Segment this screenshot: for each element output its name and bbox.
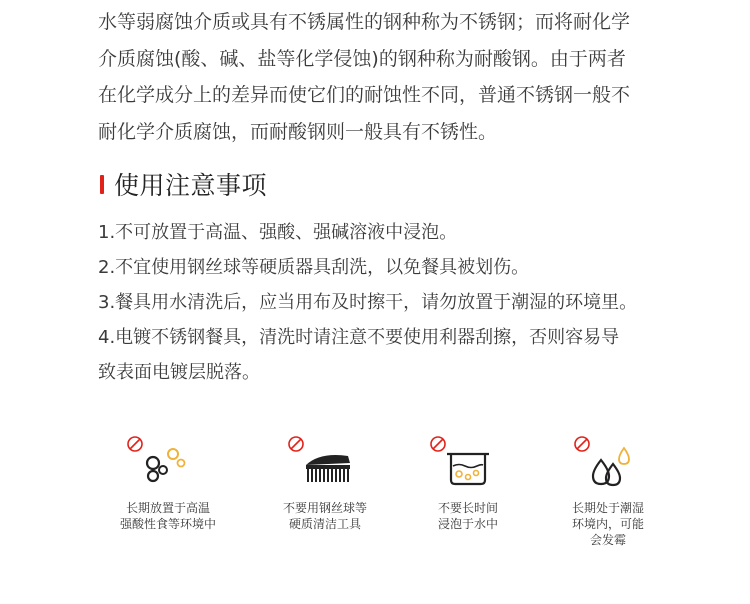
warning-icons xyxy=(0,432,750,572)
warning-caption: 长期处于潮湿 环境内，可能 会发霉 xyxy=(571,501,644,547)
section-heading xyxy=(100,166,267,202)
note-item: 4.电镀不锈钢餐具，清洗时请注意不要使用利器刮擦，否则容易导 xyxy=(98,327,620,348)
wire-brush-icon xyxy=(250,432,400,500)
warning-caption: 不要用钢丝球等 硬质清洁工具 xyxy=(282,501,367,531)
usage-notes xyxy=(98,215,738,390)
bubbles-icon xyxy=(93,432,243,500)
intro-line: 介质腐蚀(酸、碱、盐等化学侵蚀)的钢种称为耐酸钢。由于两者 xyxy=(98,47,626,70)
warning-item-humidity xyxy=(533,432,683,548)
note-item: 2.不宜使用钢丝球等硬质器具刮洗，以免餐具被划伤。 xyxy=(98,257,530,278)
intro-text xyxy=(98,4,718,150)
note-item: 1.不可放置于高温、强酸、强碱溶液中浸泡。 xyxy=(98,222,458,243)
intro-line: 水等弱腐蚀介质或具有不锈属性的钢种称为不锈钢；而将耐化学 xyxy=(98,11,631,33)
note-item: 致表面电镀层脱落。 xyxy=(98,362,260,383)
soaking-pot-icon xyxy=(393,432,543,500)
warning-caption: 长期放置于高温 强酸性食等环境中 xyxy=(119,501,216,531)
warning-item-heat-acid xyxy=(93,432,243,532)
water-drops-icon xyxy=(533,432,683,500)
note-item: 3.餐具用水清洗后，应当用布及时擦干，请勿放置于潮湿的环境里。 xyxy=(98,292,638,313)
warning-item-wire-brush xyxy=(250,432,400,532)
warning-item-soaking xyxy=(393,432,543,532)
intro-line: 在化学成分上的差异而使它们的耐蚀性不同，普通不锈钢一般不 xyxy=(98,84,631,106)
section-accent-bar xyxy=(100,175,104,194)
intro-line: 耐化学介质腐蚀，而耐酸钢则一般具有不锈性。 xyxy=(98,120,498,143)
section-title: 使用注意事项 xyxy=(114,171,268,200)
warning-caption: 不要长时间 浸泡于水中 xyxy=(437,501,498,531)
